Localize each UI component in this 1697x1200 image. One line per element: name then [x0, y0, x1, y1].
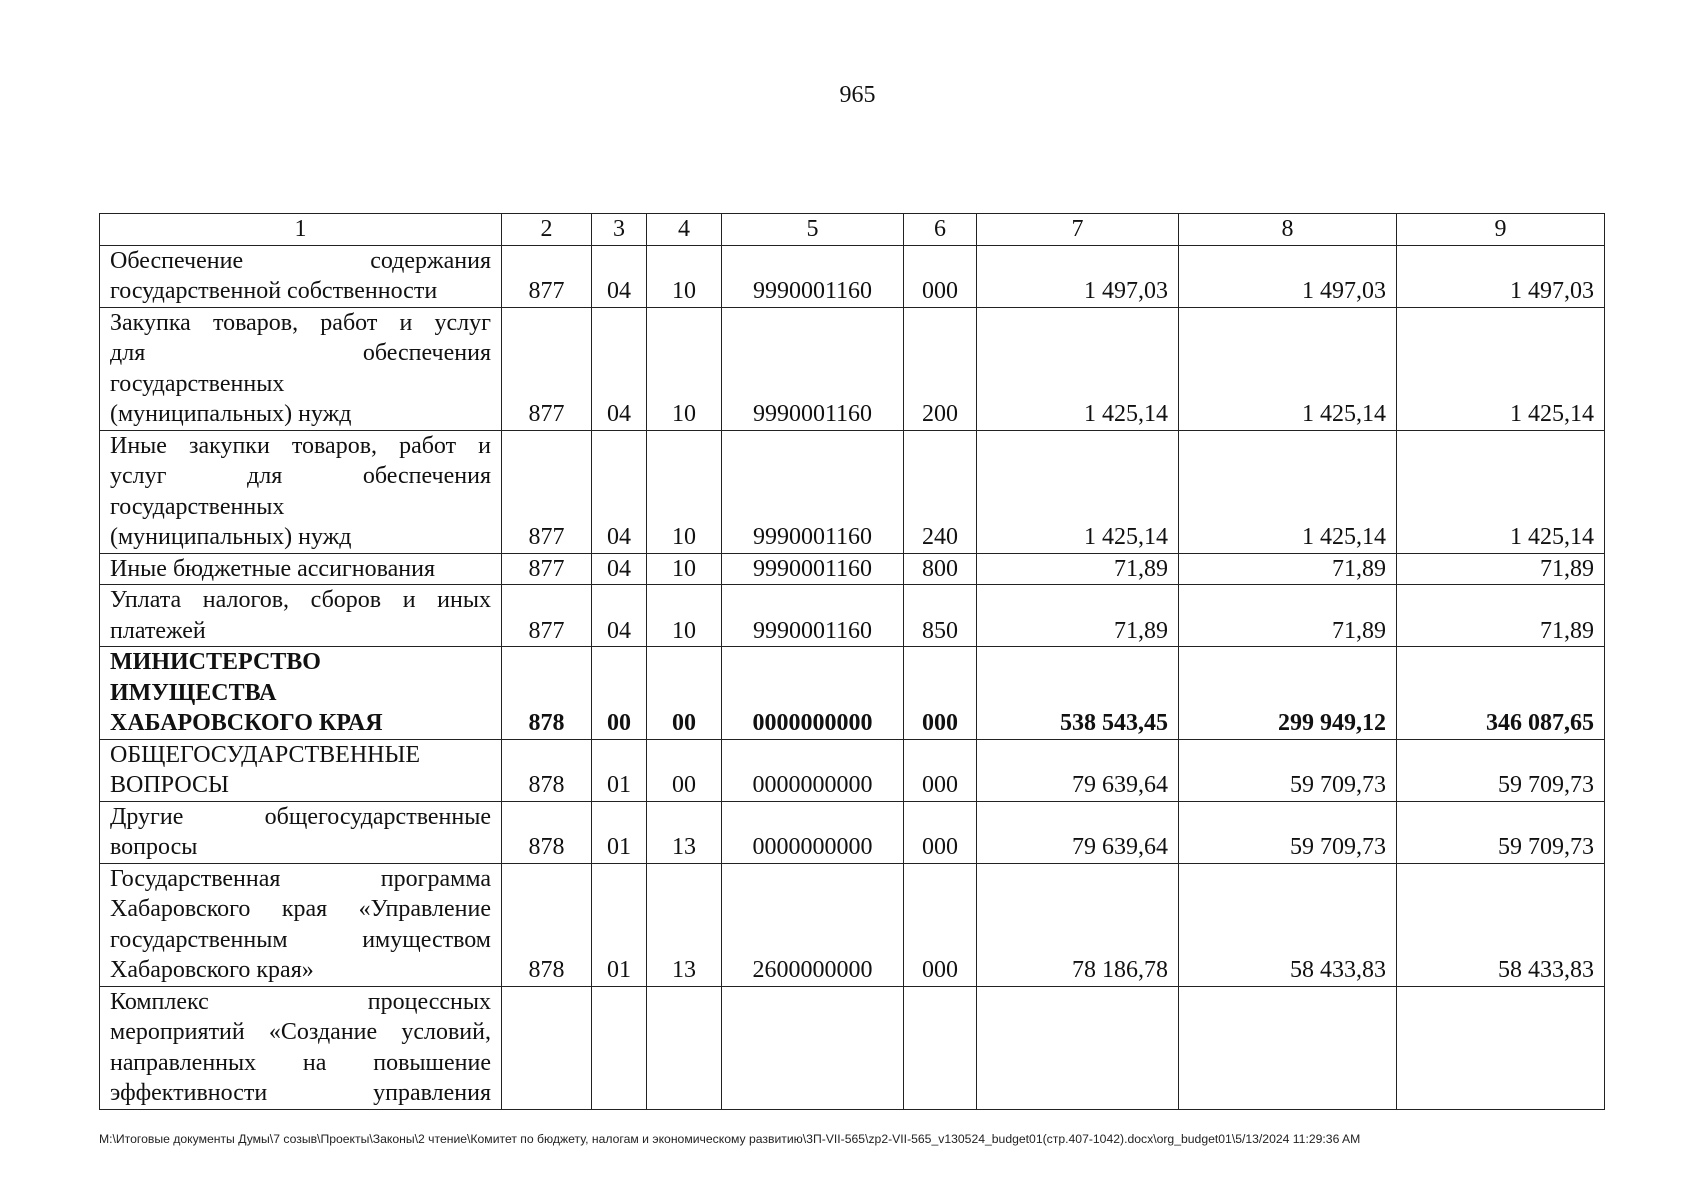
row-description [100, 553, 502, 585]
row-cell-col-2 [502, 986, 592, 1109]
row-cell-col-2: 878 [502, 801, 592, 863]
row-cell-col-9: 59 709,73 [1397, 739, 1605, 801]
header-cell: 8 [1179, 214, 1397, 246]
row-cell-col-9: 71,89 [1397, 553, 1605, 585]
table-row [100, 307, 1605, 430]
row-cell-col-8: 59 709,73 [1179, 739, 1397, 801]
row-cell-col-8: 299 949,12 [1179, 647, 1397, 740]
row-cell-col-3: 04 [592, 430, 647, 553]
row-cell-col-8: 59 709,73 [1179, 801, 1397, 863]
table-row [100, 986, 1605, 1109]
row-cell-col-6: 000 [904, 863, 977, 986]
row-cell-col-3: 00 [592, 647, 647, 740]
row-cell-col-5: 0000000000 [722, 647, 904, 740]
row-cell-col-4: 10 [647, 430, 722, 553]
table-row [100, 553, 1605, 585]
row-cell-col-6: 200 [904, 307, 977, 430]
description-line: Хабаровского края «Управление [110, 896, 491, 922]
row-cell-col-3: 04 [592, 585, 647, 647]
row-cell-col-4: 10 [647, 585, 722, 647]
description-line: Закупка товаров, работ и услуг [110, 309, 491, 336]
row-cell-col-5: 9990001160 [722, 307, 904, 430]
table-row [100, 245, 1605, 307]
description-line: Хабаровского края» [110, 957, 314, 983]
description-line: Государственная программа [110, 865, 491, 892]
row-cell-col-9: 58 433,83 [1397, 863, 1605, 986]
row-cell-col-9 [1397, 986, 1605, 1109]
description-line: ИМУЩЕСТВА [110, 679, 277, 706]
description-line: Уплата налогов, сборов и иных [110, 587, 491, 613]
row-cell-col-2: 877 [502, 307, 592, 430]
row-description [100, 585, 502, 647]
row-cell-col-3: 04 [592, 553, 647, 585]
row-cell-col-6: 000 [904, 647, 977, 740]
description-line: Иные закупки товаров, работ и [110, 432, 491, 459]
row-description [100, 739, 502, 801]
header-cell: 3 [592, 214, 647, 246]
row-cell-col-2: 878 [502, 739, 592, 801]
description-line: государственных [110, 370, 285, 397]
row-cell-col-5: 9990001160 [722, 430, 904, 553]
row-cell-col-6: 000 [904, 739, 977, 801]
row-cell-col-8: 58 433,83 [1179, 863, 1397, 986]
row-cell-col-6: 850 [904, 585, 977, 647]
row-cell-col-6: 000 [904, 801, 977, 863]
row-cell-col-6: 000 [904, 245, 977, 307]
row-cell-col-9: 71,89 [1397, 585, 1605, 647]
row-description [100, 863, 502, 986]
description-line: вопросы [110, 834, 198, 860]
description-line: Иные бюджетные ассигнования [110, 555, 435, 582]
row-cell-col-7: 79 639,64 [977, 801, 1179, 863]
row-cell-col-3: 01 [592, 739, 647, 801]
description-line: ХАБАРОВСКОГО КРАЯ [110, 710, 383, 736]
row-cell-col-9: 346 087,65 [1397, 647, 1605, 740]
row-cell-col-8: 1 425,14 [1179, 307, 1397, 430]
row-cell-col-9: 1 497,03 [1397, 245, 1605, 307]
table-row [100, 647, 1605, 740]
description-line: государственным имуществом [110, 926, 491, 953]
row-cell-col-4: 00 [647, 739, 722, 801]
description-line: Другие общегосударственные [110, 803, 491, 830]
row-cell-col-4: 10 [647, 553, 722, 585]
row-description [100, 307, 502, 430]
description-line: (муниципальных) нужд [110, 524, 352, 550]
row-cell-col-4: 00 [647, 647, 722, 740]
row-cell-col-7: 538 543,45 [977, 647, 1179, 740]
row-description [100, 430, 502, 553]
row-cell-col-7: 1 497,03 [977, 245, 1179, 307]
row-description [100, 245, 502, 307]
row-cell-col-2: 877 [502, 585, 592, 647]
row-cell-col-2: 878 [502, 863, 592, 986]
row-cell-col-6: 240 [904, 430, 977, 553]
header-cell: 7 [977, 214, 1179, 246]
row-cell-col-2: 877 [502, 553, 592, 585]
row-cell-col-7: 71,89 [977, 553, 1179, 585]
row-description [100, 647, 502, 740]
row-cell-col-7: 78 186,78 [977, 863, 1179, 986]
description-line: МИНИСТЕРСТВО [110, 649, 321, 675]
row-cell-col-4 [647, 986, 722, 1109]
row-cell-col-4: 10 [647, 307, 722, 430]
row-cell-col-8: 71,89 [1179, 585, 1397, 647]
row-cell-col-9: 59 709,73 [1397, 801, 1605, 863]
page-number: 965 [839, 82, 876, 108]
description-line: Комплекс процессных [110, 988, 491, 1015]
row-cell-col-3: 04 [592, 307, 647, 430]
row-cell-col-7: 71,89 [977, 585, 1179, 647]
header-cell: 6 [904, 214, 977, 246]
description-line: ВОПРОСЫ [110, 772, 229, 798]
row-cell-col-2: 878 [502, 647, 592, 740]
table-row [100, 430, 1605, 553]
row-cell-col-7: 1 425,14 [977, 430, 1179, 553]
table-row [100, 739, 1605, 801]
row-cell-col-8 [1179, 986, 1397, 1109]
row-cell-col-3: 04 [592, 245, 647, 307]
row-cell-col-5: 9990001160 [722, 245, 904, 307]
row-cell-col-4: 13 [647, 801, 722, 863]
row-cell-col-4: 13 [647, 863, 722, 986]
header-cell: 9 [1397, 214, 1605, 246]
row-cell-col-6 [904, 986, 977, 1109]
row-cell-col-5 [722, 986, 904, 1109]
file-path-footer: M:\Итоговые документы Думы\7 созыв\Проекты\Законы\2 чтение\Комитет по бюджету, налогам и экономическому развитию\3П-VII-565\zp2-VII-565_v130524_budget01(стр.407-1042).docx\org_budget01\5/13/2024 11:29:36 AM [99, 1132, 1361, 1146]
description-line: для обеспечения [110, 340, 491, 366]
description-line: направленных на повышение [110, 1049, 491, 1076]
description-line: (муниципальных) нужд [110, 401, 352, 427]
row-cell-col-7: 1 425,14 [977, 307, 1179, 430]
row-cell-col-9: 1 425,14 [1397, 430, 1605, 553]
table-row [100, 801, 1605, 863]
description-line: ОБЩЕГОСУДАРСТВЕННЫЕ [110, 741, 421, 768]
header-cell: 5 [722, 214, 904, 246]
row-cell-col-5: 0000000000 [722, 801, 904, 863]
description-line: эффективности управления [110, 1080, 491, 1106]
row-cell-col-9: 1 425,14 [1397, 307, 1605, 430]
row-cell-col-7 [977, 986, 1179, 1109]
row-cell-col-5: 9990001160 [722, 553, 904, 585]
row-cell-col-2: 877 [502, 430, 592, 553]
description-line: Обеспечение содержания [110, 247, 491, 274]
header-cell: 4 [647, 214, 722, 246]
row-cell-col-6: 800 [904, 553, 977, 585]
table-row [100, 585, 1605, 647]
row-cell-col-5: 0000000000 [722, 739, 904, 801]
description-line: платежей [110, 617, 206, 644]
header-cell: 1 [100, 214, 502, 246]
row-cell-col-7: 79 639,64 [977, 739, 1179, 801]
row-cell-col-3 [592, 986, 647, 1109]
row-cell-col-8: 1 425,14 [1179, 430, 1397, 553]
header-cell: 2 [502, 214, 592, 246]
row-cell-col-8: 1 497,03 [1179, 245, 1397, 307]
table-row [100, 863, 1605, 986]
description-line: услуг для обеспечения [110, 463, 491, 489]
row-description [100, 986, 502, 1109]
row-cell-col-4: 10 [647, 245, 722, 307]
row-cell-col-3: 01 [592, 863, 647, 986]
table-header-row [100, 214, 1605, 246]
row-cell-col-2: 877 [502, 245, 592, 307]
budget-table [99, 213, 1605, 1110]
description-line: государственных [110, 493, 285, 520]
row-description [100, 801, 502, 863]
description-line: мероприятий «Создание условий, [110, 1019, 491, 1045]
row-cell-col-5: 9990001160 [722, 585, 904, 647]
description-line: государственной собственности [110, 278, 438, 304]
row-cell-col-5: 2600000000 [722, 863, 904, 986]
row-cell-col-8: 71,89 [1179, 553, 1397, 585]
row-cell-col-3: 01 [592, 801, 647, 863]
